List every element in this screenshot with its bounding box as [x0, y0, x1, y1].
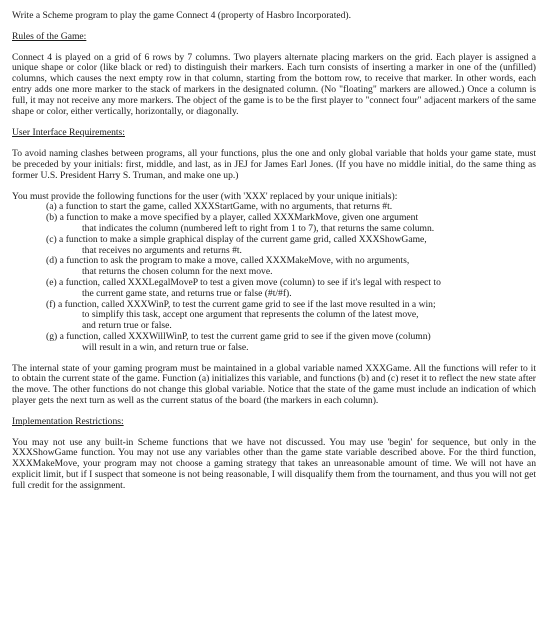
requirement-text: (e) a function, called XXXLegalMoveP to test a given move (column) to see if it's legal with respect to [46, 276, 441, 288]
requirement-continuation: the current game state, and returns true or false (#t/#f). [82, 287, 292, 299]
implementation-paragraph: You may not use any built-in Scheme functions that we have not discussed. You may use 'begin' for sequence, but only in the XXXShowGame function. You may not use any variables other than the game state variable described above. For the third function, XXXMakeMove, your program may not choose a gaming strategy that takes an unreasonable amount of time. We will not have an explicit limit, but if I suspect that someone is not being reasonable, I will disqualify them from the tournament, and thus you will not get full credit for the assignment. [12, 436, 536, 491]
spacer [12, 428, 536, 438]
ui-requirements-heading: User Interface Requirements: [12, 127, 125, 139]
requirement-continuation: will result in a win, and return true or false. [82, 341, 249, 353]
requirement-continuation: and return true or false. [82, 320, 172, 332]
function-requirement-item [46, 213, 536, 235]
spacer [12, 22, 536, 32]
requirement-continuation: to simplify this task, accept one argument that represents the column of the latest move, [82, 309, 419, 321]
requirement-text: (a) a function to start the game, called XXXStartGame, with no arguments, that returns #t. [46, 201, 393, 213]
requirement-continuation: that returns the chosen column for the next move. [82, 266, 273, 278]
function-requirement-item [46, 278, 536, 300]
naming-paragraph: To avoid naming clashes between programs, all your functions, plus the one and only global variable that holds your game state, must be preceded by your initials: first, middle, and last, as in JEJ for James Earl Jones. (If you have no middle initial, do the same thing as former U.S. President Harry S. Truman, and make one up.) [12, 148, 536, 181]
function-requirement-item [46, 300, 536, 332]
requirement-text: (d) a function to ask the program to make a move, called XXXMakeMove, with no arguments, [46, 255, 410, 267]
rules-heading: Rules of the Game: [12, 30, 87, 42]
function-requirement-item [46, 235, 536, 257]
requirement-continuation: that indicates the column (numbered left to right from 1 to 7), that returns the same column. [82, 222, 435, 234]
function-list [12, 202, 536, 353]
requirement-text: (b) a function to make a move specified by a player, called XXXMarkMove, given one argument [46, 212, 419, 224]
rules-paragraph: Connect 4 is played on a grid of 6 rows by 7 columns. Two players alternate placing markers on the grid. Each player is assigned a unique shape or color (like black or red) to distinguish their markers. Each turn consists of inserting a marker in one of the (unfilled) columns, which causes the next empty row in that column, starting from the bottom row, to receive that marker. In other words, each entry adds one more marker to the stack of markers in the designated column. (No "floating" markers are allowed.) Once a column is full, it may not receive any more markers. The object of the game is to be the first player to "connect four" adjacent markers of the same shape or color, either vertically, horizontally, or diagonally. [12, 51, 536, 117]
requirement-text: (g) a function, called XXXWillWinP, to test the current game grid to see if the given move (column) [46, 330, 431, 342]
function-requirement-item [46, 332, 536, 354]
function-requirement-item [46, 256, 536, 278]
requirement-text: (c) a function to make a simple graphical display of the current game grid, called XXXShowGame, [46, 233, 427, 245]
implementation-heading: Implementation Restrictions: [12, 415, 124, 427]
functions-intro: You must provide the following functions for the user (with 'XXX' replaced by your unique initials): [12, 190, 398, 202]
requirement-continuation: that receives no arguments and returns #t. [82, 244, 242, 256]
game-state-paragraph: The internal state of your gaming program must be maintained in a global variable named XXXGame. All the functions will refer to it to obtain the current state of the game. Function (a) initializes this variable, and functions (b) and (c) reset it to reflect the new state after the move. The other functions do not change this global variable. Notice that the state of the game must include an indication of which player gets the next turn as well as the current status of the board (the markers in each column). [12, 362, 536, 406]
requirement-text: (f) a function, called XXXWinP, to test the current game grid to see if the last move resulted in a win; [46, 298, 436, 310]
intro-line: Write a Scheme program to play the game Connect 4 (property of Hasbro Incorporated). [12, 10, 352, 21]
